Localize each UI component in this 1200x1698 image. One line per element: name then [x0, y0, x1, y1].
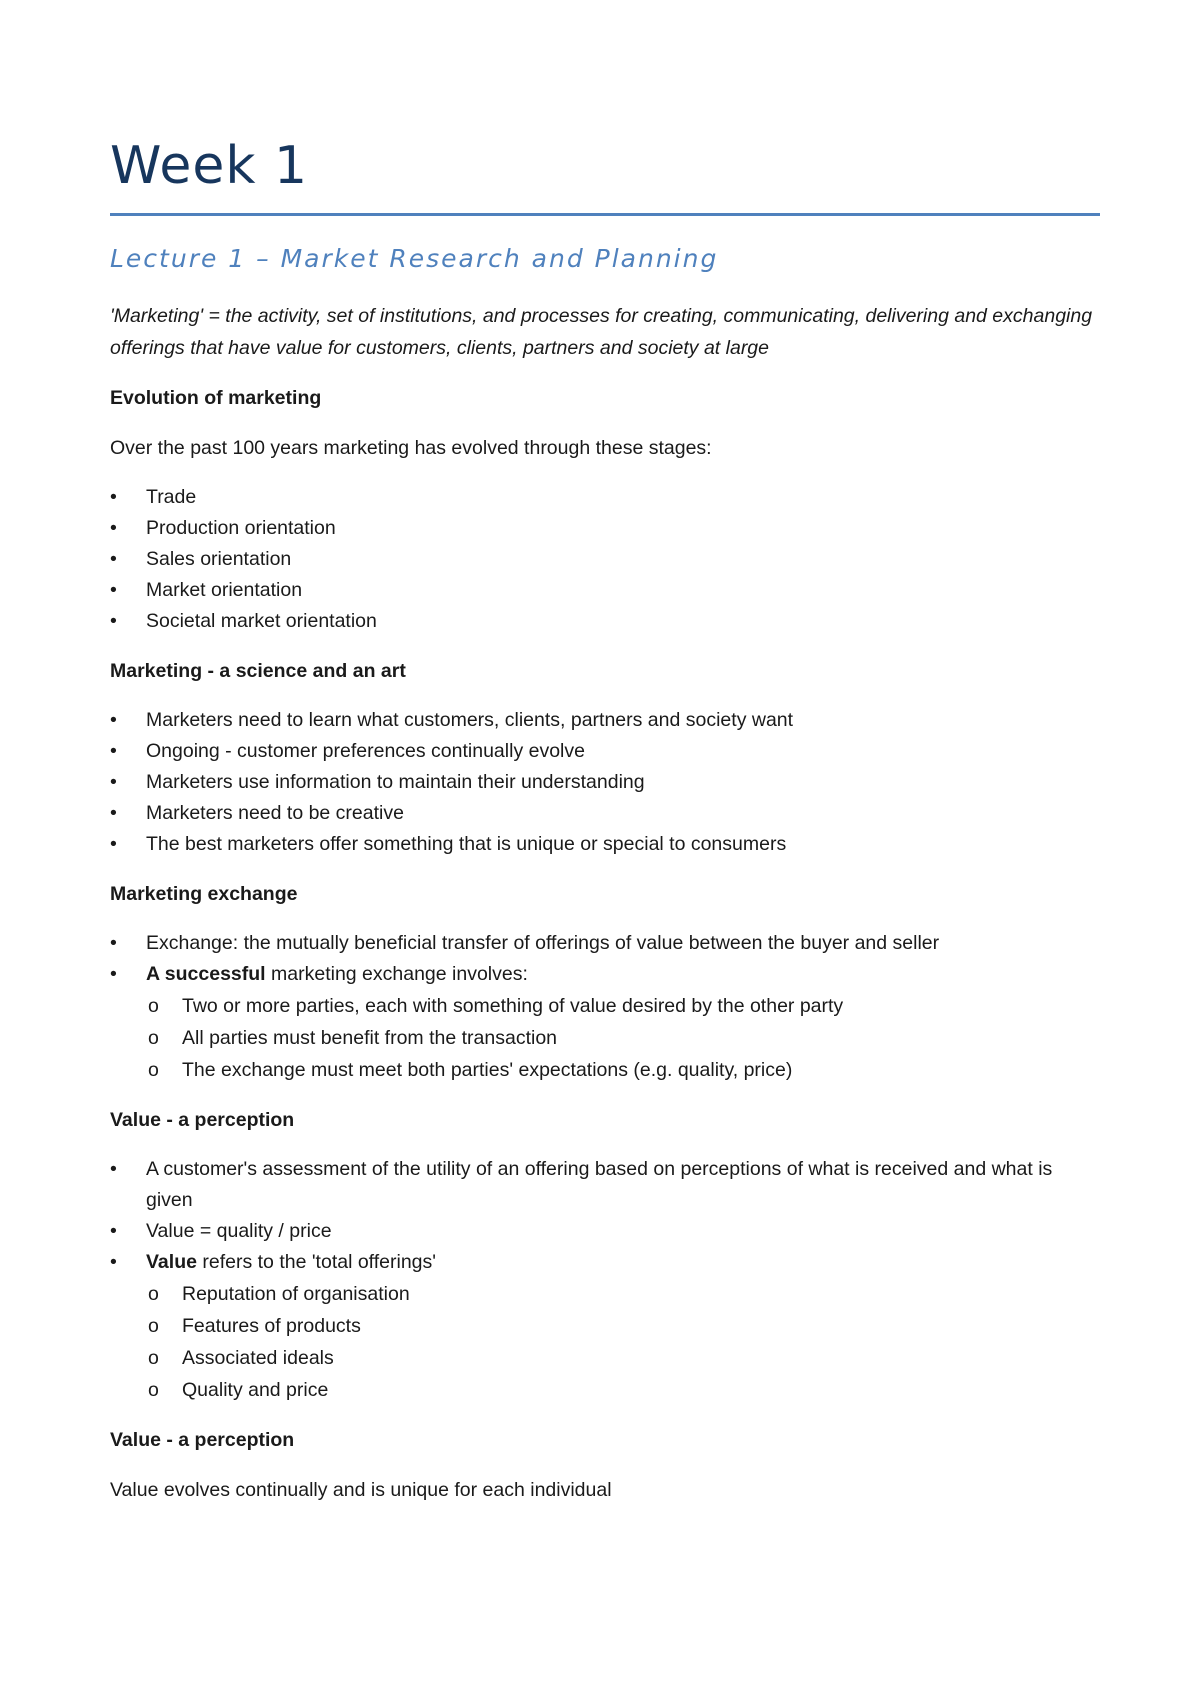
list-item: • Marketers use information to maintain their understanding: [110, 767, 1100, 798]
list-item: • Marketers need to learn what customers, clients, partners and society want: [110, 705, 1100, 736]
list-item: • Value refers to the 'total offerings' o Reputation of organisation o Features of products o Associated ideals o Quality and price: [110, 1247, 1100, 1406]
section-heading-value: Value - a perception: [110, 1109, 295, 1131]
evolution-intro: Over the past 100 years marketing has evolved through these stages:: [110, 437, 712, 459]
document-body: [110, 300, 1100, 1524]
section-heading-evolution: Evolution of marketing: [110, 387, 322, 409]
list-item: • Marketers need to be creative: [110, 798, 1100, 829]
bullet-icon: •: [110, 833, 117, 855]
exchange-list: [110, 928, 1100, 1086]
circle-bullet-icon: o: [148, 1027, 159, 1049]
science-art-list: [110, 705, 1100, 860]
bold-phrase: Value: [146, 1251, 197, 1273]
circle-bullet-icon: o: [148, 1379, 159, 1401]
sub-list-item: o All parties must benefit from the transaction: [110, 1022, 1100, 1054]
bullet-icon: •: [110, 932, 117, 954]
sub-list-item: o Reputation of organisation: [110, 1278, 1100, 1310]
bullet-icon: •: [110, 1158, 117, 1180]
section-heading-value-2: Value - a perception: [110, 1429, 295, 1451]
list-item: • Ongoing - customer preferences continually evolve: [110, 736, 1100, 767]
exchange-sublist: [146, 990, 1100, 1086]
page-title: Week 1: [110, 136, 309, 196]
sub-list-item: o Associated ideals: [110, 1342, 1100, 1374]
sub-list-item: o Two or more parties, each with something of value desired by the other party: [110, 990, 1100, 1022]
list-item: • The best marketers offer something that is unique or special to consumers: [110, 829, 1100, 860]
lecture-subtitle: Lecture 1 – Market Research and Planning: [110, 244, 719, 273]
list-item: • Exchange: the mutually beneficial transfer of offerings of value between the buyer and seller: [110, 928, 1100, 959]
sub-list-item: o The exchange must meet both parties' expectations (e.g. quality, price): [110, 1054, 1100, 1086]
list-item: • A customer's assessment of the utility of an offering based on perceptions of what is received and what is given: [110, 1154, 1100, 1216]
bullet-icon: •: [110, 1251, 117, 1273]
section-heading-exchange: Marketing exchange: [110, 883, 298, 905]
bullet-icon: •: [110, 709, 117, 731]
sub-list-item: o Quality and price: [110, 1374, 1100, 1406]
circle-bullet-icon: o: [148, 995, 159, 1017]
bullet-icon: •: [110, 963, 117, 985]
marketing-definition: 'Marketing' = the activity, set of institutions, and processes for creating, communicating, delivering and exchanging offerings that have value for customers, clients, partners and society at large: [110, 305, 1093, 359]
circle-bullet-icon: o: [148, 1315, 159, 1337]
list-item: • Value = quality / price: [110, 1216, 1100, 1247]
bullet-icon: •: [110, 740, 117, 762]
sub-list-item: o Features of products: [110, 1310, 1100, 1342]
section-heading-science-art: Marketing - a science and an art: [110, 660, 406, 682]
list-item: • Trade: [110, 482, 1100, 513]
title-underline: [110, 213, 1100, 216]
value-evolves-text: Value evolves continually and is unique for each individual: [110, 1479, 612, 1501]
bullet-icon: •: [110, 579, 117, 601]
bullet-icon: •: [110, 548, 117, 570]
circle-bullet-icon: o: [148, 1283, 159, 1305]
value-list: [110, 1154, 1100, 1406]
bullet-icon: •: [110, 1220, 117, 1242]
bullet-icon: •: [110, 802, 117, 824]
bullet-icon: •: [110, 771, 117, 793]
bullet-icon: •: [110, 610, 117, 632]
circle-bullet-icon: o: [148, 1059, 159, 1081]
list-item: • A successful marketing exchange involves: o Two or more parties, each with something of value desired by the other party o All parties must benefit from the transaction o The exchange must meet both parties' expectations (e.g. quality, price): [110, 959, 1100, 1086]
bold-phrase: A successful: [146, 963, 266, 985]
evolution-list: [110, 482, 1100, 637]
circle-bullet-icon: o: [148, 1347, 159, 1369]
list-item: • Sales orientation: [110, 544, 1100, 575]
bullet-icon: •: [110, 517, 117, 539]
list-item: • Societal market orientation: [110, 606, 1100, 637]
bullet-icon: •: [110, 486, 117, 508]
value-sublist: [146, 1278, 1100, 1406]
list-item: • Market orientation: [110, 575, 1100, 606]
list-item: • Production orientation: [110, 513, 1100, 544]
